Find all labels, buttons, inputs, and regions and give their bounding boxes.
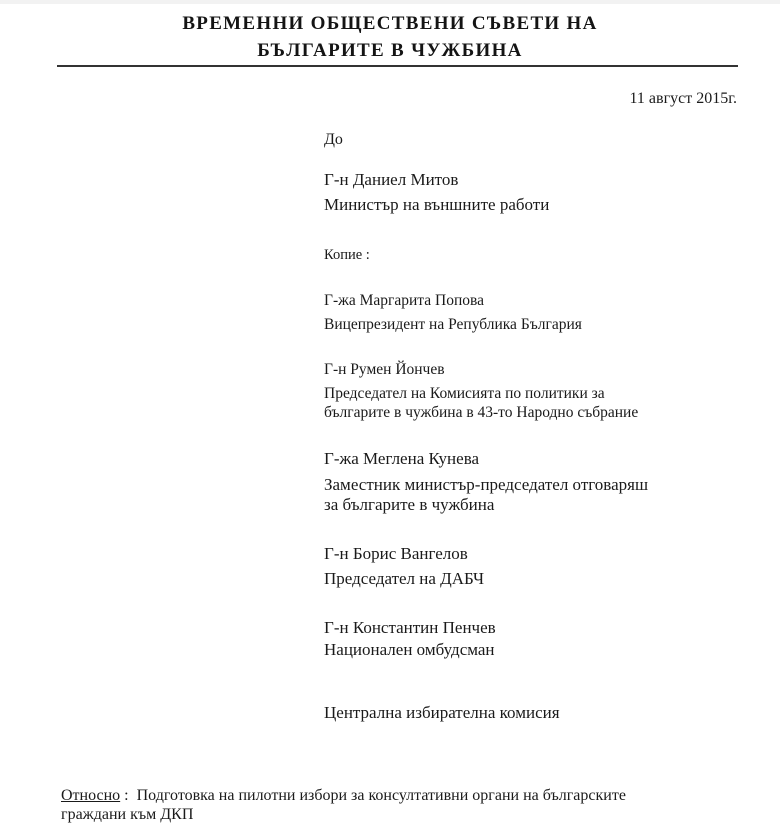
- copy-recipient-position: Национален омбудсман: [324, 640, 495, 659]
- subject-label: Относно: [61, 787, 121, 804]
- copies-label: Копие :: [324, 247, 370, 263]
- copy-recipient-position: българите в чужбина в 43-то Народно събрание: [324, 404, 639, 421]
- header-title-line-1: ВРЕМЕННИ ОБЩЕСТВЕНИ СЪВЕТИ НА: [182, 13, 598, 34]
- copy-recipient-position: Председател на Комисията по политики за: [324, 385, 605, 402]
- copy-recipient-name: Г-жа Маргарита Попова: [324, 292, 484, 309]
- subject-separator: :: [120, 787, 137, 804]
- copy-recipient-position: Председател на ДАБЧ: [324, 569, 485, 588]
- addressee-to-label: До: [324, 131, 343, 148]
- copy-recipient-name: Централна избирателна комисия: [324, 703, 560, 722]
- header-title-line-2: БЪЛГАРИТЕ В ЧУЖБИНА: [257, 40, 523, 61]
- subject-line-1: [61, 787, 626, 805]
- copy-recipient-name: Г-н Румен Йончев: [324, 361, 445, 378]
- header-divider: [57, 65, 738, 67]
- addressee-position: Министър на външните работи: [324, 195, 550, 214]
- addressee-name: Г-н Даниел Митов: [324, 170, 459, 189]
- copy-recipient-position: Вицепрезидент на Република България: [324, 316, 582, 333]
- subject-line-2: граждани към ДКП: [61, 806, 194, 823]
- copy-recipient-name: Г-жа Меглена Кунева: [324, 449, 480, 468]
- copy-recipient-position: за българите в чужбина: [324, 495, 495, 514]
- page-top-edge: [0, 0, 780, 4]
- copy-recipient-position: Заместник министър-председател отговаряш: [324, 475, 649, 494]
- letter-date: 11 август 2015г.: [629, 90, 737, 107]
- subject-text: Подготовка на пилотни избори за консултативни органи на българските: [136, 787, 626, 804]
- copy-recipient-name: Г-н Борис Вангелов: [324, 544, 468, 563]
- copy-recipient-name: Г-н Константин Пенчев: [324, 618, 496, 637]
